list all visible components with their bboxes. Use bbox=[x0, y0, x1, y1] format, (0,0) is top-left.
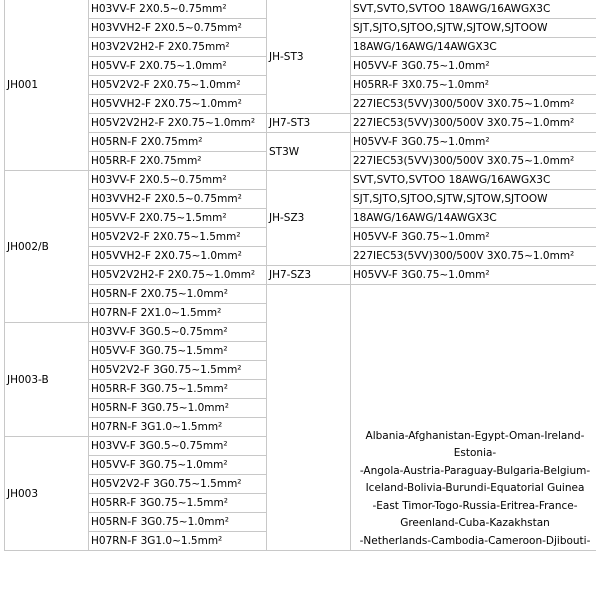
cable-type-cell: H05RN-F 3G0.75~1.0mm² bbox=[89, 399, 267, 418]
cert-cell: H05VV-F 3G0.75~1.0mm² bbox=[351, 228, 597, 247]
table-row bbox=[5, 0, 597, 19]
cert-cell: SJT,SJTO,SJTOO,SJTW,SJTOW,SJTOOW bbox=[351, 190, 597, 209]
plug-cell-empty bbox=[267, 285, 351, 551]
cable-type-cell: H05VV-F 2X0.75~1.0mm² bbox=[89, 57, 267, 76]
cable-type-cell: H05RR-F 3G0.75~1.5mm² bbox=[89, 494, 267, 513]
cable-type-cell: H05V2V2-F 3G0.75~1.5mm² bbox=[89, 361, 267, 380]
plug-cell: JH7-SZ3 bbox=[267, 266, 351, 285]
cable-type-cell: H05RN-F 3G0.75~1.0mm² bbox=[89, 513, 267, 532]
cable-type-cell: H03V2V2H2-F 2X0.75mm² bbox=[89, 38, 267, 57]
cable-type-cell: H03VV-F 2X0.5~0.75mm² bbox=[89, 171, 267, 190]
cert-cell: SVT,SVTO,SVTOO 18AWG/16AWGX3C bbox=[351, 171, 597, 190]
countries-line: Greenland-Cuba-Kazakhstan bbox=[400, 517, 550, 529]
cable-type-cell: H07RN-F 3G1.0~1.5mm² bbox=[89, 418, 267, 437]
cert-cell: 227IEC53(5VV)300/500V 3X0.75~1.0mm² bbox=[351, 247, 597, 266]
cable-type-cell: H05RN-F 2X0.75mm² bbox=[89, 133, 267, 152]
cable-type-cell: H05RR-F 3G0.75~1.5mm² bbox=[89, 380, 267, 399]
model-cell: JH003 bbox=[5, 437, 89, 551]
table-row bbox=[5, 285, 597, 304]
plug-cell: JH-SZ3 bbox=[267, 171, 351, 266]
plug-cell: JH7-ST3 bbox=[267, 114, 351, 133]
cert-cell: H05VV-F 3G0.75~1.0mm² bbox=[351, 133, 597, 152]
countries-line: Estonia- bbox=[453, 447, 497, 459]
cert-cell: H05VV-F 3G0.75~1.0mm² bbox=[351, 57, 597, 76]
cert-cell: 227IEC53(5VV)300/500V 3X0.75~1.0mm² bbox=[351, 152, 597, 171]
cable-type-cell: H05V2V2-F 3G0.75~1.5mm² bbox=[89, 475, 267, 494]
cable-type-cell: H05VVH2-F 2X0.75~1.0mm² bbox=[89, 247, 267, 266]
cable-type-cell: H03VV-F 2X0.5~0.75mm² bbox=[89, 0, 267, 19]
model-cell: JH003-B bbox=[5, 323, 89, 437]
cable-type-cell: H03VVH2-F 2X0.5~0.75mm² bbox=[89, 19, 267, 38]
cert-cell: 18AWG/16AWG/14AWGX3C bbox=[351, 209, 597, 228]
cable-type-cell: H05VV-F 2X0.75~1.5mm² bbox=[89, 209, 267, 228]
table-row bbox=[5, 171, 597, 190]
cable-type-cell: H05VV-F 3G0.75~1.0mm² bbox=[89, 456, 267, 475]
cable-type-cell: H05VVH2-F 2X0.75~1.0mm² bbox=[89, 95, 267, 114]
countries-cell bbox=[351, 285, 597, 551]
cable-type-cell: H05V2V2H2-F 2X0.75~1.0mm² bbox=[89, 266, 267, 285]
cable-type-cell: H05V2V2-F 2X0.75~1.0mm² bbox=[89, 76, 267, 95]
cable-type-cell: H07RN-F 2X1.0~1.5mm² bbox=[89, 304, 267, 323]
cable-type-cell: H05V2V2-F 2X0.75~1.5mm² bbox=[89, 228, 267, 247]
table-row bbox=[5, 114, 597, 133]
cable-type-cell: H05V2V2H2-F 2X0.75~1.0mm² bbox=[89, 114, 267, 133]
countries-line: -East Timor-Togo-Russia-Eritrea-France- bbox=[372, 499, 578, 512]
spec-table-container bbox=[4, 0, 596, 581]
countries-line: -Angola-Austria-Paraguay-Bulgaria-Belgium- bbox=[359, 464, 591, 477]
table-row bbox=[5, 266, 597, 285]
cable-type-cell: H05RN-F 2X0.75~1.0mm² bbox=[89, 285, 267, 304]
cable-type-cell: H03VVH2-F 2X0.5~0.75mm² bbox=[89, 190, 267, 209]
model-cell: JH002/B bbox=[5, 171, 89, 323]
cert-cell: 227IEC53(5VV)300/500V 3X0.75~1.0mm² bbox=[351, 114, 597, 133]
cert-cell: SJT,SJTO,SJTOO,SJTW,SJTOW,SJTOOW bbox=[351, 19, 597, 38]
cable-spec-table bbox=[4, 0, 596, 551]
plug-cell: ST3W bbox=[267, 133, 351, 171]
cable-type-cell: H03VV-F 3G0.5~0.75mm² bbox=[89, 437, 267, 456]
cert-cell: 18AWG/16AWG/14AWGX3C bbox=[351, 38, 597, 57]
cable-type-cell: H03VV-F 3G0.5~0.75mm² bbox=[89, 323, 267, 342]
cert-cell: 227IEC53(5VV)300/500V 3X0.75~1.0mm² bbox=[351, 95, 597, 114]
cable-type-cell: H07RN-F 3G1.0~1.5mm² bbox=[89, 532, 267, 551]
cert-cell: H05RR-F 3X0.75~1.0mm² bbox=[351, 76, 597, 95]
countries-line: -Netherlands-Cambodia-Cameroon-Djibouti- bbox=[359, 534, 591, 547]
cert-cell: H05VV-F 3G0.75~1.0mm² bbox=[351, 266, 597, 285]
cable-type-cell: H05VV-F 3G0.75~1.5mm² bbox=[89, 342, 267, 361]
plug-cell: JH-ST3 bbox=[267, 0, 351, 114]
cable-type-cell: H05RR-F 2X0.75mm² bbox=[89, 152, 267, 171]
model-cell: JH001 bbox=[5, 0, 89, 171]
countries-line: Iceland-Bolivia-Burundi-Equatorial Guinea bbox=[365, 482, 585, 494]
table-row bbox=[5, 133, 597, 152]
cert-cell: SVT,SVTO,SVTOO 18AWG/16AWGX3C bbox=[351, 0, 597, 19]
countries-line: Albania-Afghanistan-Egypt-Oman-Ireland- bbox=[365, 429, 585, 442]
